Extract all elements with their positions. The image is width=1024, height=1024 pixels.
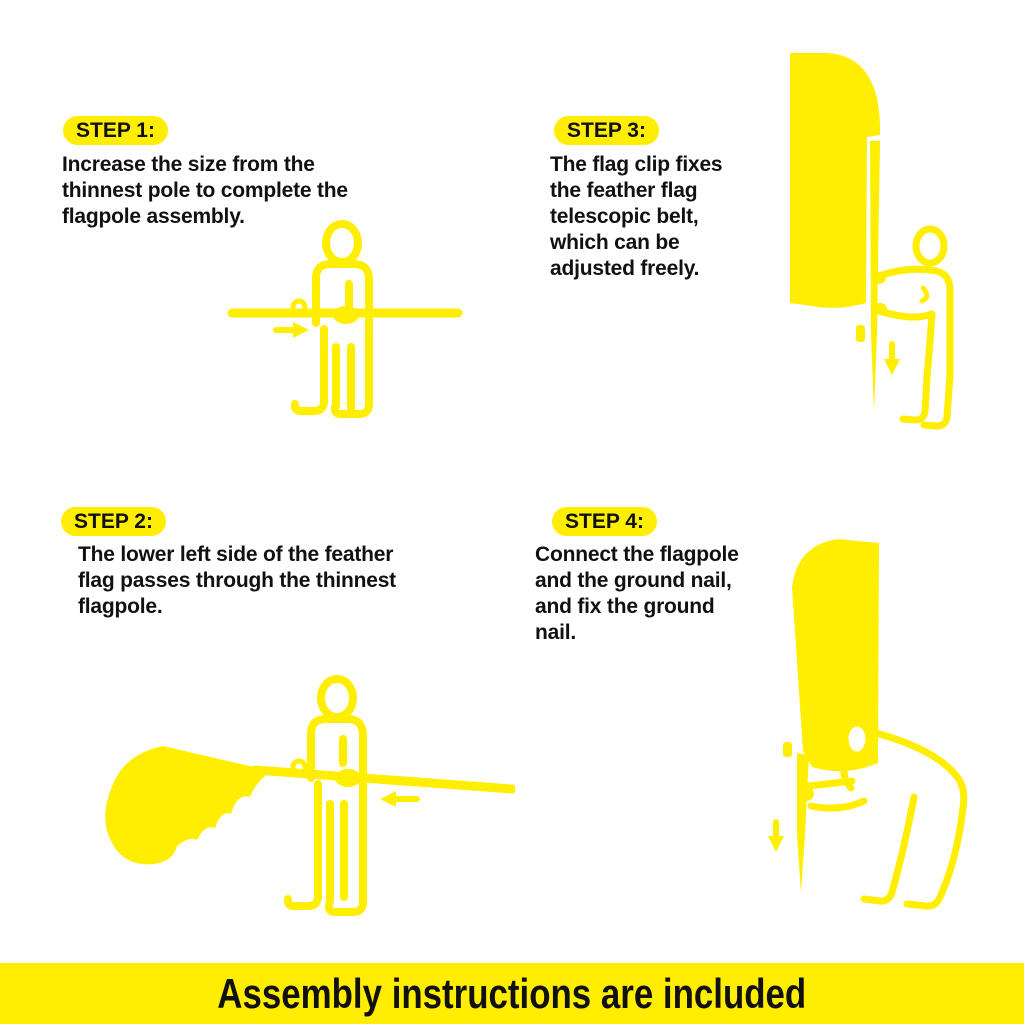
step-3-badge: STEP 3: — [554, 116, 659, 145]
step-2-description: The lower left side of the feather flag passes through the thinnest flagpole. — [78, 543, 396, 618]
step-1-description: Increase the size from the thinnest pole to complete the flagpole assembly. — [62, 153, 348, 228]
feather-flag — [790, 53, 880, 308]
step-4-badge: STEP 4: — [552, 507, 657, 536]
hand — [798, 787, 814, 801]
banner-text: Assembly instructions are included — [217, 969, 807, 1017]
footer-banner — [0, 963, 1024, 1024]
left-arrow-icon — [380, 791, 417, 807]
flag-clip — [783, 742, 792, 757]
person-figure — [288, 679, 363, 912]
pole-joint — [293, 301, 305, 313]
flag-clip — [856, 325, 865, 342]
pole-joint — [293, 761, 305, 773]
step-4-illustration — [745, 535, 1015, 925]
person-figure — [295, 224, 369, 414]
step-2-badge: STEP 2: — [61, 507, 166, 536]
right-arrow-icon — [276, 322, 309, 338]
hand — [333, 306, 359, 324]
hand — [873, 303, 887, 315]
step-4-description: Connect the flagpole and the ground nail, and fix the ground nail. — [535, 543, 739, 644]
flagpole-spike — [797, 753, 809, 893]
down-arrow-icon — [884, 344, 900, 375]
step-3-description: The flag clip fixes the feather flag telescopic belt, which can be adjusted freely. — [550, 153, 723, 280]
person-figure — [872, 229, 950, 426]
hand — [872, 272, 886, 284]
flag-fabric — [105, 746, 271, 864]
step-1-illustration — [220, 215, 470, 440]
step-2-illustration — [85, 650, 515, 940]
down-arrow-icon — [768, 822, 784, 852]
step-3-illustration — [780, 45, 1015, 435]
step-1-badge: STEP 1: — [63, 116, 168, 145]
hand — [335, 769, 361, 787]
